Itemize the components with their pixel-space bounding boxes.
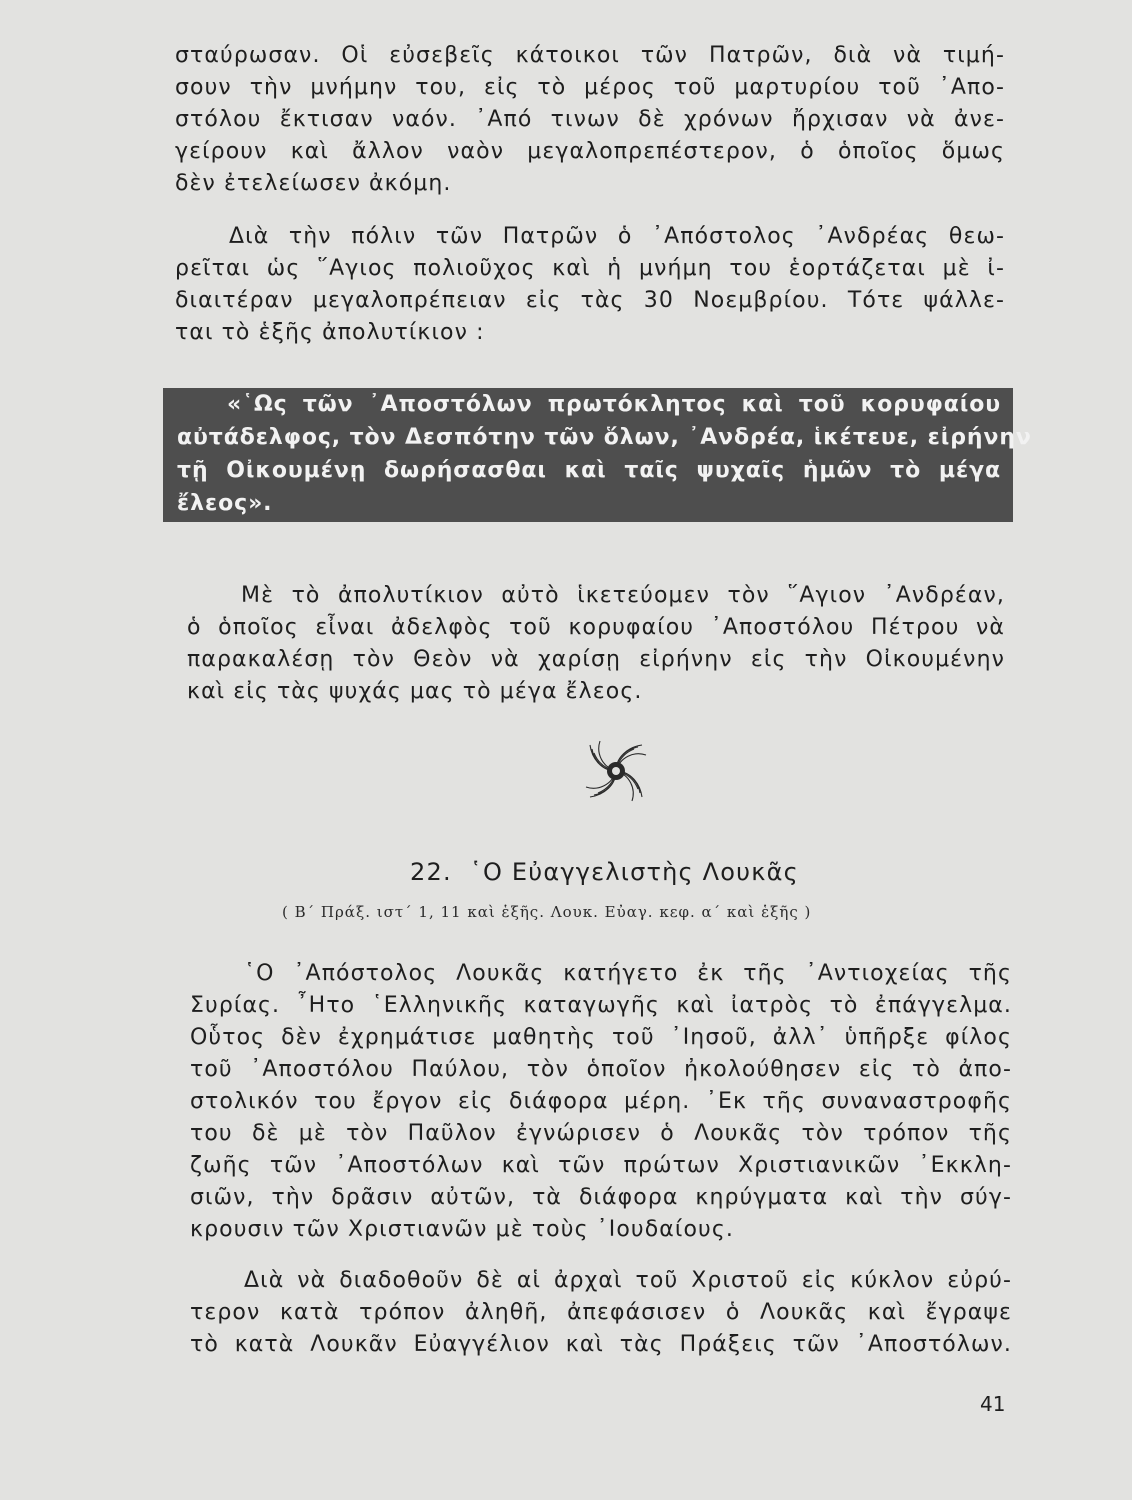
- text-line: στολικόν του ἔργον εἰς διάφορα μέρη. ᾿Εκ τῆς συναναστροφῆς: [190, 1089, 1012, 1114]
- paragraph-apolytikion-meaning: [187, 580, 1005, 708]
- hymn-line: «῾Ως τῶν ᾿Αποστόλων πρωτόκλητος καὶ τοῦ κορυφαίου: [227, 392, 1001, 417]
- text-line: διαιτέραν μεγαλοπρέπειαν εἰς τὰς 30 Νοεμβρίου. Τότε ψάλλε-: [175, 288, 1005, 313]
- text-line: Διὰ νὰ διαδοθοῦν δὲ αἱ ἀρχαὶ τοῦ Χριστοῦ εἰς κύκλον εὐρύ-: [244, 1268, 1012, 1293]
- text-line: παρακαλέσῃ τὸν Θεὸν νὰ χαρίσῃ εἰρήνην εἰς τὴν Οἰκουμένην: [187, 647, 1005, 672]
- text-line: τὸ κατὰ Λουκᾶν Εὐαγγέλιον καὶ τὰς Πράξεις τῶν ᾿Αποστόλων.: [190, 1332, 1012, 1357]
- page-number: 41: [980, 1392, 1006, 1416]
- scripture-reference: ( Β΄ Πράξ. ιστ΄ 1, 11 καὶ ἑξῆς. Λουκ. Εὐαγ. κεφ. α΄ καὶ ἑξῆς ): [282, 903, 812, 921]
- text-line: σουν τὴν μνήμην του, εἰς τὸ μέρος τοῦ μαρτυρίου τοῦ ᾿Απο-: [175, 75, 1005, 100]
- paragraph-luke-biography: [190, 958, 1012, 1246]
- section-heading: [410, 858, 799, 886]
- hymn-line: αὐτάδελφος, τὸν Δεσπότην τῶν ὅλων, ᾿Ανδρέα, ἱκέτευε, εἰρήνην: [177, 425, 1032, 450]
- section-title: ῾Ο Εὐαγγελιστὴς Λουκᾶς: [469, 858, 799, 886]
- paragraph-patron-saint: [175, 221, 1005, 349]
- paragraph-luke-writings: [190, 1265, 1012, 1361]
- text-line: Οὗτος δὲν ἐχρημάτισε μαθητὴς τοῦ ᾿Ιησοῦ, ἀλλ᾿ ὑπῆρξε φίλος: [190, 1025, 1012, 1050]
- apolytikion-hymn-box: [163, 388, 1032, 522]
- text-line: ὁ ὁποῖος εἶναι ἀδελφὸς τοῦ κορυφαίου ᾿Αποστόλου Πέτρου νὰ: [187, 615, 1005, 640]
- text-line: ῾Ο ᾿Απόστολος Λουκᾶς κατήγετο ἐκ τῆς ᾿Αντιοχείας τῆς: [244, 961, 1012, 986]
- text-line: Μὲ τὸ ἀπολυτίκιον αὐτὸ ἱκετεύομεν τὸν ῞Αγιον ᾿Ανδρέαν,: [241, 583, 1005, 608]
- text-line: τοῦ ᾿Αποστόλου Παύλου, τὸν ὁποῖον ἠκολούθησεν εἰς τὸ ἀπο-: [190, 1057, 1012, 1082]
- paragraph-patras-church: [175, 40, 1005, 200]
- text-line: γείρουν καὶ ἄλλον ναὸν μεγαλοπρεπέστερον, ὁ ὁποῖος ὅμως: [175, 139, 1005, 164]
- text-line: δὲν ἐτελείωσεν ἀκόμη.: [175, 171, 452, 196]
- text-line: ται τὸ ἑξῆς ἀπολυτίκιον :: [175, 320, 485, 345]
- text-line: Διὰ τὴν πόλιν τῶν Πατρῶν ὁ ᾿Απόστολος ᾿Ανδρέας θεω-: [229, 224, 1005, 249]
- hymn-line: τῇ Οἰκουμένῃ δωρήσασθαι καὶ ταῖς ψυχαῖς ἡμῶν τὸ μέγα: [177, 458, 1001, 483]
- text-line: σταύρωσαν. Οἱ εὐσεβεῖς κάτοικοι τῶν Πατρῶν, διὰ νὰ τιμή-: [175, 43, 1005, 68]
- text-line: τερον κατὰ τρόπον ἀληθῆ, ἀπεφάσισεν ὁ Λουκᾶς καὶ ἔγραψε: [190, 1300, 1012, 1325]
- text-line: ρεῖται ὡς ῞Αγιος πολιοῦχος καὶ ἡ μνήμη του ἑορτάζεται μὲ ἰ-: [175, 256, 1005, 281]
- text-line: στόλου ἔκτισαν ναόν. ᾿Από τινων δὲ χρόνων ἤρχισαν νὰ ἀνε-: [175, 107, 1005, 132]
- swirl-ornament-icon: [580, 735, 652, 807]
- section-number: 22.: [410, 858, 452, 886]
- text-line: σιῶν, τὴν δρᾶσιν αὐτῶν, τὰ διάφορα κηρύγματα καὶ τὴν σύγ-: [190, 1185, 1012, 1210]
- text-line: του δὲ μὲ τὸν Παῦλον ἐγνώρισεν ὁ Λουκᾶς τὸν τρόπον τῆς: [190, 1121, 1012, 1146]
- text-line: κρουσιν τῶν Χριστιανῶν μὲ τοὺς ᾿Ιουδαίους.: [190, 1217, 734, 1242]
- hymn-line: ἔλεος».: [177, 491, 273, 516]
- text-line: Συρίας. ῏Ητο ῾Ελληνικῆς καταγωγῆς καὶ ἰατρὸς τὸ ἐπάγγελμα.: [190, 993, 1012, 1018]
- text-line: καὶ εἰς τὰς ψυχάς μας τὸ μέγα ἔλεος.: [187, 679, 643, 704]
- text-line: ζωῆς τῶν ᾿Αποστόλων καὶ τῶν πρώτων Χριστιανικῶν ᾿Εκκλη-: [190, 1153, 1012, 1178]
